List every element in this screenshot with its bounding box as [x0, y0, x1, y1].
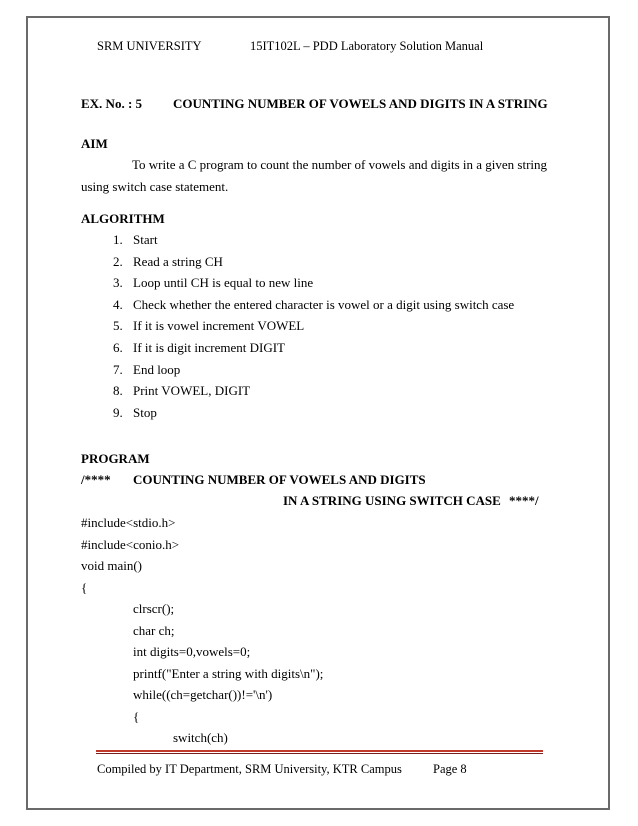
- comment-close: ****/: [509, 493, 539, 508]
- step-text: Start: [133, 232, 158, 247]
- step-number: 6.: [113, 339, 123, 355]
- code-line: clrscr();: [133, 601, 175, 617]
- header-institution: SRM UNIVERSITY: [97, 39, 202, 53]
- comment-line2: IN A STRING USING SWITCH CASE: [283, 493, 501, 508]
- algorithm-step: [113, 276, 514, 298]
- code-line: void main(): [81, 558, 143, 574]
- code-line: char ch;: [133, 622, 175, 638]
- algorithm-heading: ALGORITHM: [81, 211, 165, 226]
- footer-credit: Compiled by IT Department, SRM University, KTR Campus: [97, 762, 402, 776]
- algorithm-step: [113, 298, 514, 320]
- step-number: 8.: [113, 383, 123, 399]
- code-line: {: [133, 708, 140, 724]
- aim-heading: AIM: [81, 136, 108, 151]
- step-text: If it is digit increment DIGIT: [133, 339, 285, 355]
- program-heading: PROGRAM: [81, 451, 150, 466]
- aim-text-line1: To write a C program to count the number of vowels and digits in a given string: [132, 157, 548, 172]
- step-number: 1.: [113, 232, 123, 247]
- step-text: Check whether the entered character is vowel or a digit using switch case: [133, 296, 515, 312]
- code-line: printf("Enter a string with digits\n");: [133, 665, 324, 681]
- algorithm-step: [113, 255, 514, 277]
- algorithm-step: [113, 406, 514, 428]
- step-text: If it is vowel increment VOWEL: [133, 318, 305, 334]
- exercise-title: COUNTING NUMBER OF VOWELS AND DIGITS IN A STRING: [173, 96, 548, 111]
- algorithm-steps: [113, 233, 514, 427]
- algorithm-step: [113, 319, 514, 341]
- step-text: Print VOWEL, DIGIT: [133, 383, 251, 399]
- comment-open: /****: [81, 472, 111, 487]
- aim-text-line2: using switch case statement.: [81, 179, 229, 194]
- code-line: while((ch=getchar())!='\n'): [133, 687, 273, 703]
- step-number: 4.: [113, 296, 123, 312]
- algorithm-step: [113, 233, 514, 255]
- code-line: int digits=0,vowels=0;: [133, 644, 251, 660]
- step-number: 3.: [113, 275, 123, 291]
- header-course: 15IT102L – PDD Laboratory Solution Manual: [250, 39, 484, 53]
- algorithm-step: [113, 341, 514, 363]
- code-line: switch(ch): [173, 730, 228, 746]
- code-line: #include<stdio.h>: [81, 515, 176, 530]
- code-block: [81, 516, 323, 753]
- exercise-number: EX. No. : 5: [81, 96, 143, 111]
- step-text: Loop until CH is equal to new line: [133, 275, 314, 291]
- code-line: {: [81, 579, 88, 595]
- step-number: 2.: [113, 253, 123, 269]
- step-number: 7.: [113, 361, 123, 377]
- step-text: End loop: [133, 361, 181, 377]
- step-text: Read a string CH: [133, 253, 223, 269]
- step-number: 9.: [113, 404, 123, 420]
- code-line: #include<conio.h>: [81, 536, 180, 552]
- step-text: Stop: [133, 404, 157, 420]
- step-number: 5.: [113, 318, 123, 334]
- algorithm-step: [113, 363, 514, 385]
- comment-line1: COUNTING NUMBER OF VOWELS AND DIGITS: [133, 472, 426, 487]
- algorithm-step: [113, 384, 514, 406]
- footer-page-number: Page 8: [433, 762, 467, 776]
- footer-rule: [96, 750, 543, 755]
